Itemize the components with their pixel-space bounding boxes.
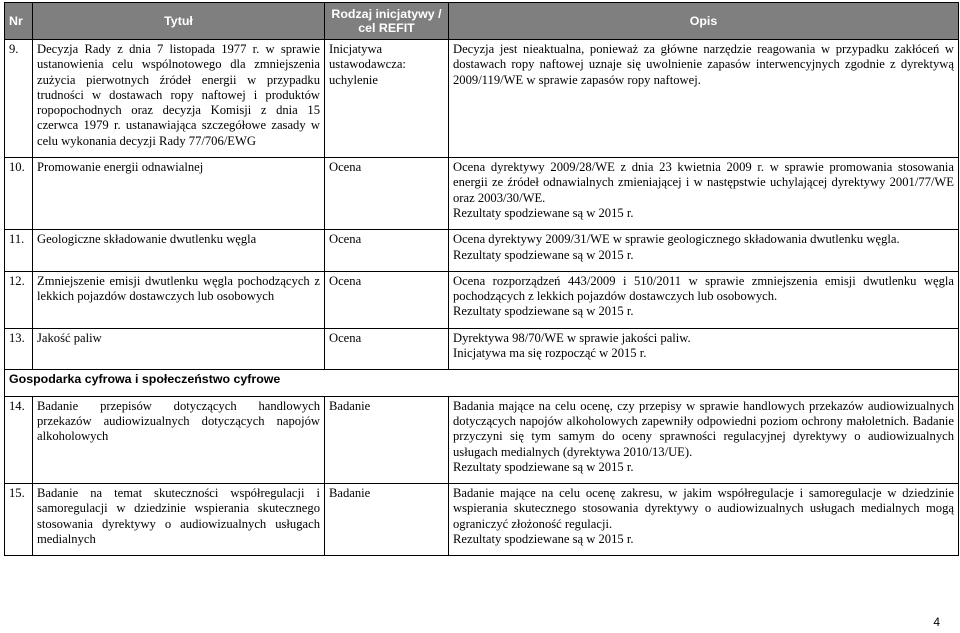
row-description-paragraph: Rezultaty spodziewane są w 2015 r. xyxy=(453,459,634,474)
row-description-paragraph: Rezultaty spodziewane są w 2015 r. xyxy=(453,247,634,262)
row-type: Badanie xyxy=(325,484,449,556)
table-body xyxy=(5,40,959,556)
header-type-line2: cel REFIT xyxy=(358,21,415,35)
row-title: Decyzja Rady z dnia 7 listopada 1977 r. w sprawie ustanowienia celu wspólnotowego dla zmniejszenia zużycia pierwotnych źródeł energii w przypadku trudności w dostawach ropy naftowej i produktów ropopochodnych oraz decyzja Komisji z dnia 15 czerwca 1979 r. ustanawiająca szczegółowe zasady w celu wykonania decyzji Rady 77/706/EWG xyxy=(33,40,325,158)
row-description-paragraph: Ocena dyrektywy 2009/31/WE w sprawie geologicznego składowania dwutlenku węgla. xyxy=(453,232,900,247)
row-description-paragraph: Inicjatywa ma się rozpocząć w 2015 r. xyxy=(453,346,647,361)
row-title: Jakość paliw xyxy=(33,328,325,370)
row-title: Promowanie energii odnawialnej xyxy=(33,158,325,230)
row-description xyxy=(449,396,959,483)
section-title: Gospodarka cyfrowa i społeczeństwo cyfrowe xyxy=(5,370,959,396)
row-nr: 12. xyxy=(5,271,33,328)
table-row xyxy=(5,230,959,272)
header-type-line1: Rodzaj inicjatywy / xyxy=(331,7,442,21)
table-row xyxy=(5,40,959,158)
row-description-paragraph: Rezultaty spodziewane są w 2015 r. xyxy=(453,205,634,220)
row-description-paragraph: Decyzja jest nieaktualna, ponieważ za główne narzędzie reagowania w przypadku zakłóceń w dostawach ropy naftowej uznaje się uwolnienie zapasów interwencyjnych zgodnie z dyrektywą 2009/119/WE w sprawie zapasów ropy naftowej. xyxy=(453,42,954,87)
header-desc: Opis xyxy=(449,3,959,40)
row-description-paragraph: Badanie mające na celu ocenę zakresu, w jakim współregulacje i samoregulacje w dziedzinie wspierania skutecznego stosowania dyrektywy o audiowizualnych usługach medialnych mogą ograniczyć złożoność regulacji. xyxy=(453,486,954,531)
row-description-paragraph: Rezultaty spodziewane są w 2015 r. xyxy=(453,532,634,547)
table-row xyxy=(5,396,959,483)
row-description-paragraph: Rezultaty spodziewane są w 2015 r. xyxy=(453,304,634,319)
row-nr: 11. xyxy=(5,230,33,272)
row-description-paragraph: Badania mające na celu ocenę, czy przepisy w sprawie handlowych przekazów audiowizualnych dotyczących napojów alkoholowych zapewniły odpowiedni poziom ochrony małoletnich. Badanie przyczyni się tym samym do oceny sprawności regulacyjnej dyrektywy o audiowizualnych usługach medialnych (dyrektywa 2010/13/UE). xyxy=(453,398,954,459)
row-description-paragraph: Ocena rozporządzeń 443/2009 i 510/2011 w sprawie zmniejszenia emisji dwutlenku węgla pochodzących z lekkich pojazdów dostawczych lub osobowych. xyxy=(453,273,954,304)
row-title: Geologiczne składowanie dwutlenku węgla xyxy=(33,230,325,272)
row-title: Zmniejszenie emisji dwutlenku węgla pochodzących z lekkich pojazdów dostawczych lub osobowych xyxy=(33,271,325,328)
row-nr: 14. xyxy=(5,396,33,483)
row-type: Ocena xyxy=(325,271,449,328)
row-nr: 15. xyxy=(5,484,33,556)
row-nr: 9. xyxy=(5,40,33,158)
page-number: 4 xyxy=(933,615,940,629)
table-row xyxy=(5,271,959,328)
row-type: Ocena xyxy=(325,230,449,272)
row-description-paragraph: Dyrektywa 98/70/WE w sprawie jakości paliw. xyxy=(453,330,691,345)
row-description xyxy=(449,328,959,370)
row-title: Badanie na temat skuteczności współregulacji i samoregulacji w dziedzinie wspierania skutecznego stosowania dyrektywy o audiowizualnych usługach medialnych xyxy=(33,484,325,556)
header-nr: Nr xyxy=(5,3,33,40)
table-header-row xyxy=(5,3,959,40)
header-type xyxy=(325,3,449,40)
row-type: Ocena xyxy=(325,328,449,370)
header-title: Tytuł xyxy=(33,3,325,40)
row-nr: 13. xyxy=(5,328,33,370)
row-description xyxy=(449,271,959,328)
table-row xyxy=(5,484,959,556)
row-description xyxy=(449,484,959,556)
row-description xyxy=(449,40,959,158)
row-description-paragraph: Ocena dyrektywy 2009/28/WE z dnia 23 kwietnia 2009 r. w sprawie promowania stosowania energii ze źródeł odnawialnych zmieniającej i w następstwie uchylającej dyrektywy 2001/77/WE oraz 2003/30/WE. xyxy=(453,160,954,205)
table-row xyxy=(5,328,959,370)
row-type: Inicjatywa ustawodawcza: uchylenie xyxy=(325,40,449,158)
row-type: Badanie xyxy=(325,396,449,483)
row-nr: 10. xyxy=(5,158,33,230)
row-description xyxy=(449,158,959,230)
initiatives-table xyxy=(4,2,959,556)
row-title: Badanie przepisów dotyczących handlowych przekazów audiowizualnych dotyczących napojów alkoholowych xyxy=(33,396,325,483)
section-row xyxy=(5,370,959,396)
table-row xyxy=(5,158,959,230)
row-type: Ocena xyxy=(325,158,449,230)
row-description xyxy=(449,230,959,272)
